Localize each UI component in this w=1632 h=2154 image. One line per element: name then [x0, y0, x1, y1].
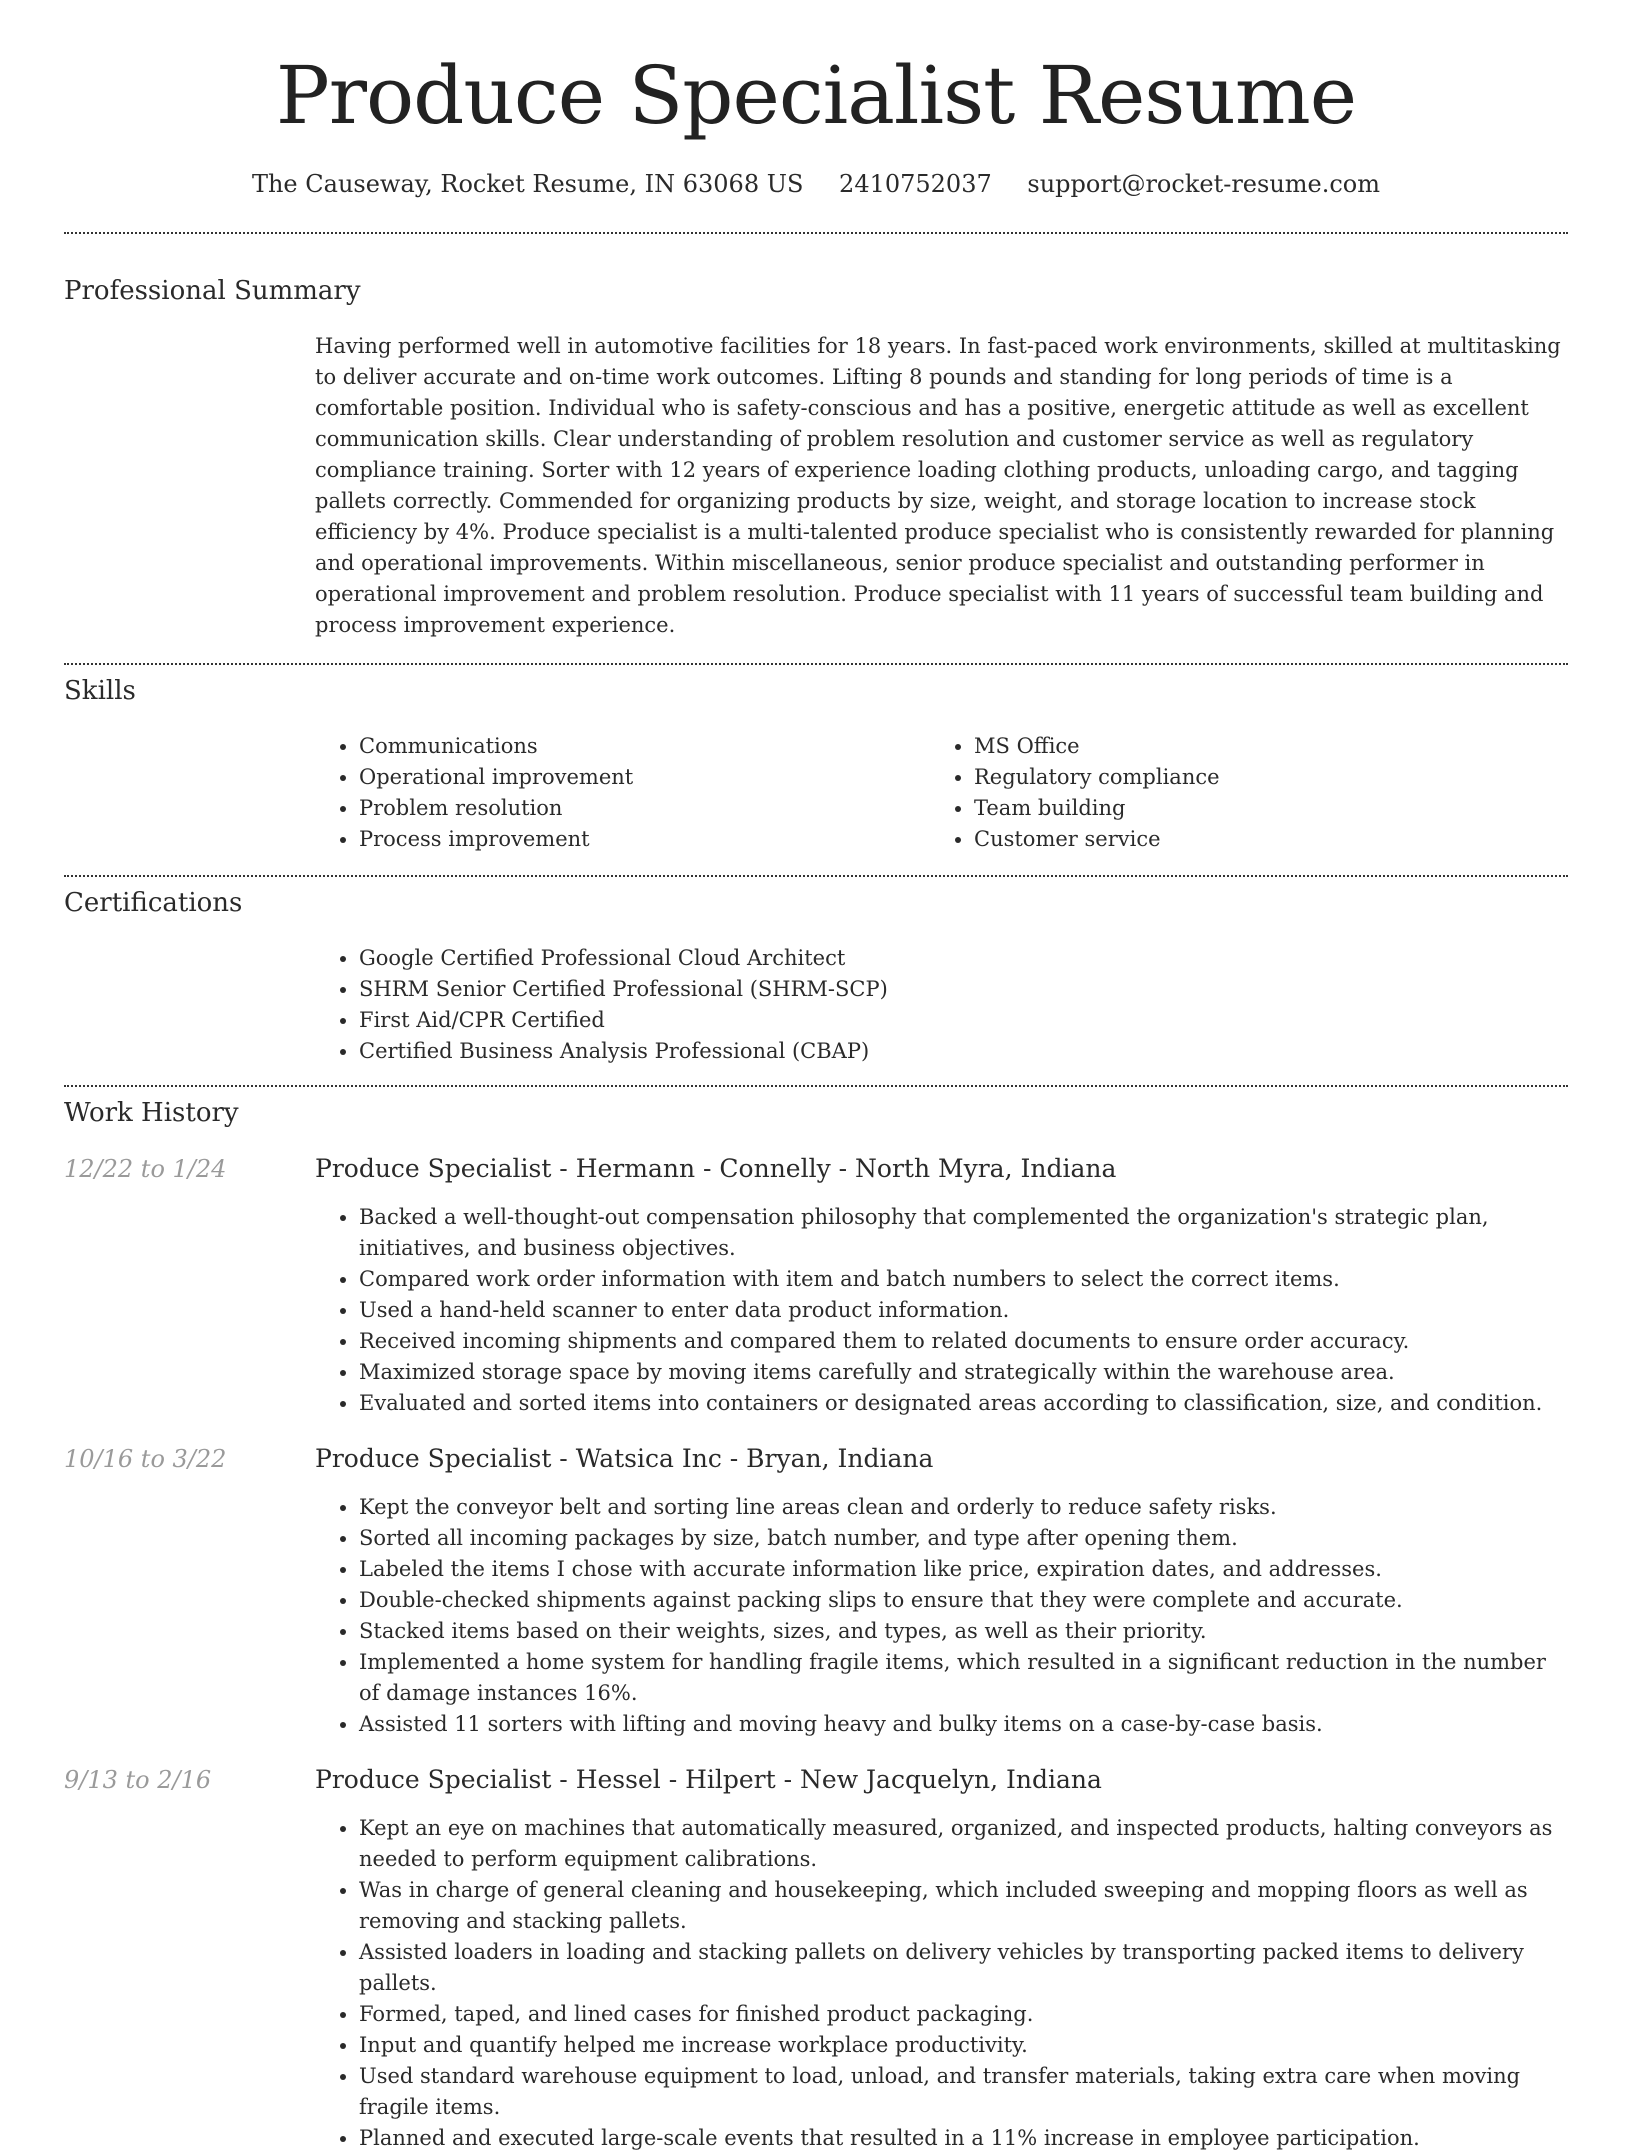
list-item: • Certified Business Analysis Professional (CBAP) — [359, 1036, 1568, 1067]
job-entry — [64, 1443, 1568, 1740]
job-dates: 10/16 to 3/22 — [64, 1445, 227, 1473]
skills-heading: Skills — [64, 676, 136, 706]
job-bullet: • Planned and executed large-scale events that resulted in a 11% increase in employee participation. — [359, 2123, 1568, 2154]
skills-grid — [315, 731, 1568, 855]
skills-column-left — [315, 731, 930, 855]
list-item: • Regulatory compliance — [974, 762, 1545, 793]
job-bullets — [315, 1492, 1568, 1740]
job-details — [315, 1764, 1568, 2154]
skills-list-left — [315, 731, 930, 855]
contact-phone: 2410752037 — [839, 170, 992, 198]
job-bullet: • Evaluated and sorted items into containers or designated areas according to classification, size, and condition. — [359, 1388, 1568, 1419]
certifications-body — [315, 943, 1568, 1067]
job-bullet: • Labeled the items I chose with accurate information like price, expiration dates, and addresses. — [359, 1554, 1568, 1585]
certifications-section — [64, 877, 1568, 1067]
job-bullet: • Received incoming shipments and compared them to related documents to ensure order accuracy. — [359, 1326, 1568, 1357]
skills-column-right — [930, 731, 1545, 855]
job-bullet: • Compared work order information with item and batch numbers to select the correct items. — [359, 1264, 1568, 1295]
job-entry — [64, 1153, 1568, 1419]
contact-line — [64, 170, 1568, 198]
work-history-section — [64, 1087, 1568, 2154]
job-title: Produce Specialist - Hermann - Connelly - North Myra, Indiana — [315, 1154, 1117, 1183]
list-item: • Customer service — [974, 824, 1545, 855]
job-bullet: • Assisted loaders in loading and stacking pallets on delivery vehicles by transporting packed items to delivery pallets. — [359, 1937, 1568, 1999]
summary-heading: Professional Summary — [64, 276, 361, 306]
job-bullet: • Used standard warehouse equipment to load, unload, and transfer materials, taking extra care when moving fragile items. — [359, 2061, 1568, 2123]
list-item: • Operational improvement — [359, 762, 930, 793]
work-history-heading: Work History — [64, 1098, 239, 1128]
job-bullets — [315, 1813, 1568, 2154]
list-item: • MS Office — [974, 731, 1545, 762]
list-item: • Process improvement — [359, 824, 930, 855]
list-item: • SHRM Senior Certified Professional (SHRM-SCP) — [359, 974, 1568, 1005]
skills-section — [64, 665, 1568, 855]
job-bullet: • Stacked items based on their weights, sizes, and types, as well as their priority. — [359, 1616, 1568, 1647]
list-item: • Team building — [974, 793, 1545, 824]
summary-text: Having performed well in automotive facilities for 18 years. In fast-paced work environments, skilled at multitasking to deliver accurate and on-time work outcomes. Lifting 8 pounds and standing for long periods of time is a comfortable position. Individual who is safety-conscious and has a positive, energetic attitude as well as excellent communication skills. Clear understanding of problem resolution and customer service as well as regulatory compliance training. Sorter with 12 years of experience loading clothing products, unloading cargo, and tagging pallets correctly. Commended for organizing products by size, weight, and storage location to increase stock efficiency by 4%. Produce specialist is a multi-talented produce specialist who is consistently rewarded for planning and operational improvements. Within miscellaneous, senior produce specialist and outstanding performer in operational improvement and problem resolution. Produce specialist with 11 years of successful team building and process improvement experience. — [315, 334, 1561, 637]
job-bullet: • Input and quantify helped me increase workplace productivity. — [359, 2030, 1568, 2061]
list-item: • First Aid/CPR Certified — [359, 1005, 1568, 1036]
list-item: • Problem resolution — [359, 793, 930, 824]
list-item: • Communications — [359, 731, 930, 762]
certifications-list — [315, 943, 1568, 1067]
list-item: • Google Certified Professional Cloud Architect — [359, 943, 1568, 974]
job-bullet: • Assisted 11 sorters with lifting and moving heavy and bulky items on a case-by-case basis. — [359, 1709, 1568, 1740]
job-bullet: • Kept an eye on machines that automatically measured, organized, and inspected products, halting conveyors as needed to perform equipment calibrations. — [359, 1813, 1568, 1875]
jobs-container — [64, 1153, 1568, 2154]
contact-email: support@rocket-resume.com — [1027, 170, 1381, 198]
job-dates: 12/22 to 1/24 — [64, 1155, 227, 1183]
job-details — [315, 1443, 1568, 1740]
certifications-heading: Certifications — [64, 888, 243, 918]
job-bullet: • Sorted all incoming packages by size, batch number, and type after opening them. — [359, 1523, 1568, 1554]
job-bullet: • Implemented a home system for handling fragile items, which resulted in a significant reduction in the number of damage instances 16%. — [359, 1647, 1568, 1709]
job-bullets — [315, 1202, 1568, 1419]
job-entry — [64, 1764, 1568, 2154]
resume-title: Produce Specialist Resume — [275, 49, 1357, 142]
job-bullet: • Double-checked shipments against packing slips to ensure that they were complete and accurate. — [359, 1585, 1568, 1616]
job-bullet: • Used a hand-held scanner to enter data product information. — [359, 1295, 1568, 1326]
job-bullet: • Backed a well-thought-out compensation philosophy that complemented the organization's strategic plan, initiatives, and business objectives. — [359, 1202, 1568, 1264]
job-title: Produce Specialist - Hessel - Hilpert - New Jacquelyn, Indiana — [315, 1765, 1102, 1794]
job-title: Produce Specialist - Watsica Inc - Bryan, Indiana — [315, 1444, 934, 1473]
job-bullet: • Was in charge of general cleaning and housekeeping, which included sweeping and mopping floors as well as removing and stacking pallets. — [359, 1875, 1568, 1937]
summary-section — [64, 234, 1568, 641]
skills-list-right — [930, 731, 1545, 855]
job-bullet: • Formed, taped, and lined cases for finished product packaging. — [359, 1999, 1568, 2030]
job-dates: 9/13 to 2/16 — [64, 1766, 212, 1794]
job-bullet: • Maximized storage space by moving items carefully and strategically within the warehouse area. — [359, 1357, 1568, 1388]
job-bullet: • Kept the conveyor belt and sorting line areas clean and orderly to reduce safety risks. — [359, 1492, 1568, 1523]
contact-address: The Causeway, Rocket Resume, IN 63068 US — [251, 170, 804, 198]
job-details — [315, 1153, 1568, 1419]
